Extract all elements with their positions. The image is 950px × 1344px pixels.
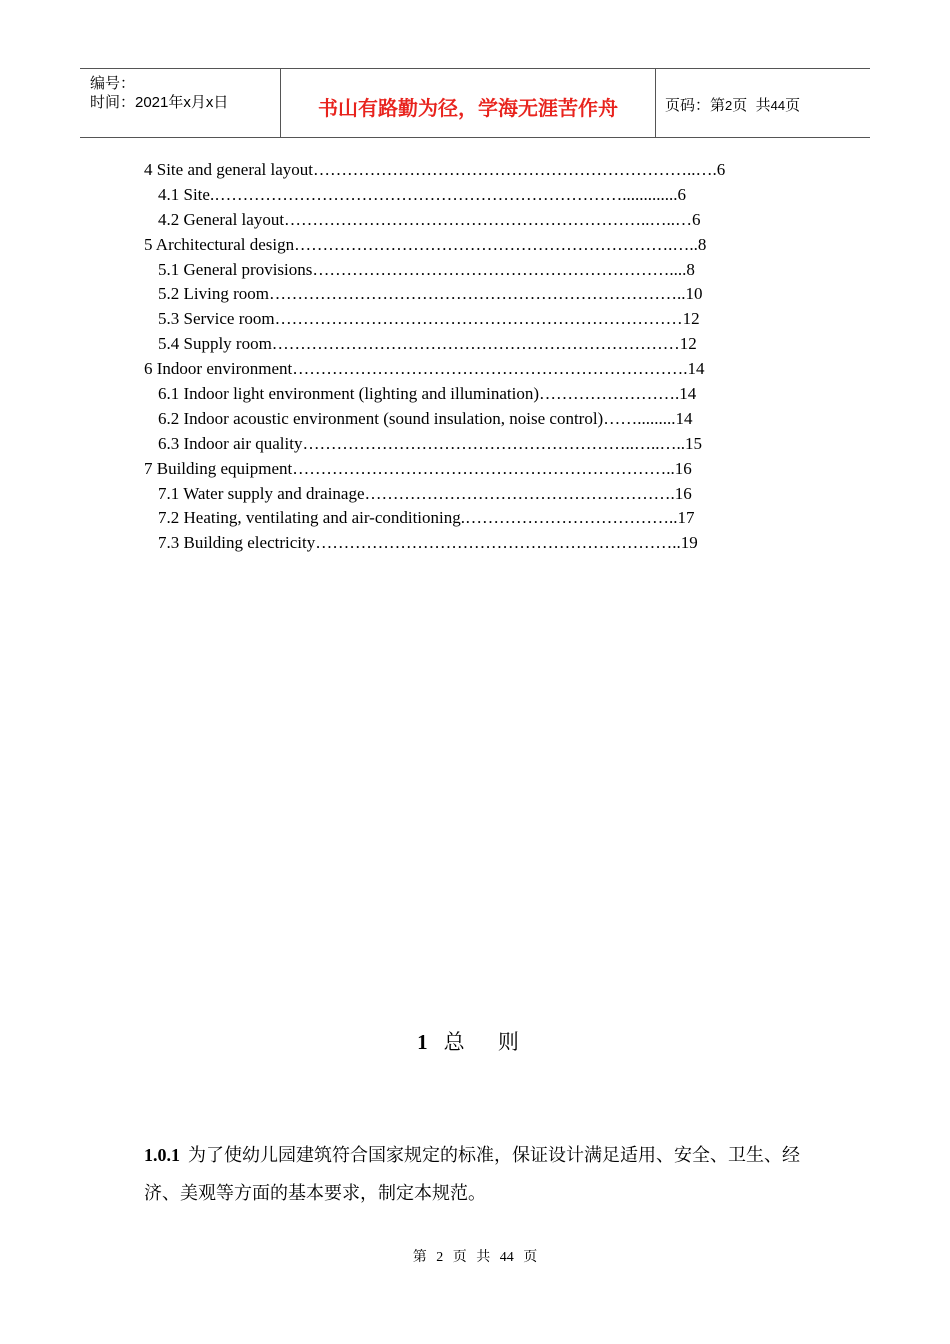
document-date-label: 时间：2021年x月x日 [90,94,229,111]
toc-subentry: 6.1 Indoor light environment (lighting and illumination)…………………….14 [158,384,697,404]
header-page-cell [655,69,870,137]
toc-subentry: 6.3 Indoor air quality…………………………………………………..…..…..15 [158,433,702,453]
chapter-number: 1 [417,1030,428,1054]
page-label-suffix: 页 [785,97,801,114]
chapter-title: 总 则 [443,1030,533,1054]
toc-subentry: 5.3 Service room………………………………………………………………12 [158,309,700,329]
clause-paragraph [144,1136,834,1212]
document-number-label: 编号： [90,75,136,92]
page-label-prefix: 页码：第 [665,97,726,114]
toc-entry: 4 Site and general layout…………………………………………………………..….6 [144,160,726,179]
page-total: 44 [770,98,786,113]
header-page-indicator [665,94,800,115]
toc-subentry: 6.2 Indoor acoustic environment (sound insulation, noise control)…….........14 [158,408,693,428]
page-number: 2 [725,98,733,113]
header-info-cell [80,69,280,137]
toc-subentry: 5.4 Supply room………………………………………………………………12 [158,334,697,354]
clause-number: 1.0.1 [144,1145,180,1165]
toc-entry: 7 Building equipment…………………………………………………………..16 [144,458,692,478]
clause-text: 为了使幼儿园建筑符合国家规定的标准，保证设计满足适用、安全、卫生、经济、美观等方面的基本要求，制定本规范。 [144,1145,800,1203]
page-footer: 第 2 页 共 44 页 [412,1250,538,1265]
toc-subentry: 7.2 Heating, ventilating and air-conditioning.………………………………..17 [158,508,695,528]
toc-subentry: 4.2 General layout………………………………………………………..…..…6 [158,209,701,229]
toc-subentry: 5.1 General provisions………………………………………………………....8 [158,259,695,279]
table-of-contents [144,158,804,556]
toc-entry: 6 Indoor environment…………………………………………………………….14 [144,359,705,379]
page-label-mid: 页 共 [732,97,771,114]
toc-entry: 5 Architectural design………………………………………………………….…..8 [144,234,707,254]
header-motto-cell [280,69,656,137]
toc-subentry: 7.3 Building electricity………………………………………………………..19 [158,533,698,553]
chapter-heading [0,1026,950,1056]
toc-subentry: 4.1 Site.……………………………………………………………….............6 [158,184,686,204]
toc-subentry: 7.1 Water supply and drainage……………………………………………….16 [158,483,692,503]
page-header [80,68,870,138]
toc-subentry: 5.2 Living room………………………………………………………………..10 [158,284,703,304]
header-motto: 书山有路勤为径，学海无涯苦作舟 [318,96,618,120]
